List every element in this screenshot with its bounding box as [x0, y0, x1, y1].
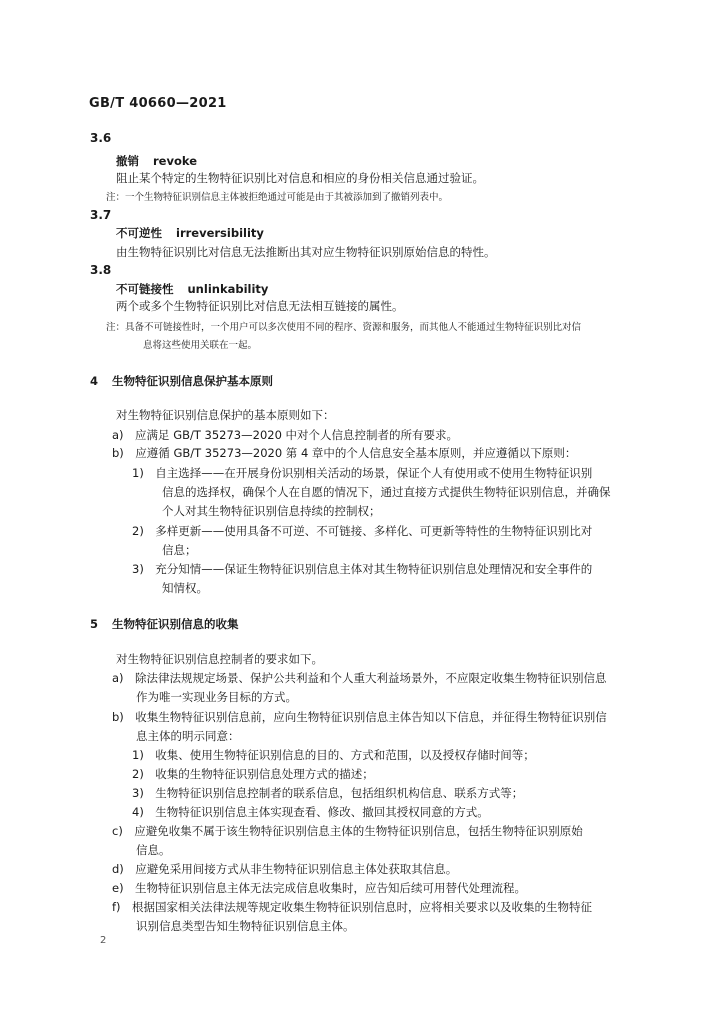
- term-en: irreversibility: [176, 226, 264, 240]
- list-item: a) 除法律法规规定场景、保护公共利益和个人重大利益场景外，不应限定收集生物特征识别信息: [112, 671, 607, 685]
- list-item-continuation: 作为唯一实现业务目标的方式。: [136, 690, 297, 704]
- term-title: [116, 153, 197, 169]
- list-item: 4) 生物特征识别信息主体实现查看、修改、撤回其授权同意的方式。: [132, 805, 489, 819]
- section-heading: [90, 373, 273, 389]
- term-note: 注：一个生物特征识别信息主体被拒绝通过可能是由于其被添加到了撤销列表中。: [106, 192, 449, 203]
- section-heading: [90, 616, 239, 632]
- list-item: a) 应满足 GB/T 35273—2020 中对个人信息控制者的所有要求。: [112, 428, 459, 442]
- list-item-continuation: 信息的选择权，确保个人在自愿的情况下，通过直接方式提供生物特征识别信息，并确保: [162, 485, 611, 499]
- list-item: f) 根据国家相关法律法规等规定收集生物特征识别信息时，应将相关要求以及收集的生物特征: [112, 900, 593, 914]
- list-item-continuation: 信息；: [162, 543, 197, 557]
- list-item: e) 生物特征识别信息主体无法完成信息收集时，应告知后续可用替代处理流程。: [112, 881, 527, 895]
- term-number: 3.8: [90, 263, 112, 277]
- list-item: 1) 收集、使用生物特征识别信息的目的、方式和范围，以及授权存储时间等；: [132, 748, 535, 762]
- term-number: 3.7: [90, 208, 112, 222]
- term-note: 注：具备不可链接性时，一个用户可以多次使用不同的程序、资源和服务，而其他人不能通过生物特征识别比对信: [106, 322, 582, 333]
- term-zh: 不可逆性: [116, 226, 162, 240]
- list-item: 3) 生物特征识别信息控制者的联系信息，包括组织机构信息、联系方式等；: [132, 786, 524, 800]
- list-item: 2) 收集的生物特征识别信息处理方式的描述；: [132, 767, 374, 781]
- list-item: 2) 多样更新——使用具备不可逆、不可链接、多样化、可更新等特性的生物特征识别比对: [132, 524, 593, 538]
- section-number: 5: [90, 617, 99, 631]
- term-title: [116, 225, 264, 241]
- term-en: revoke: [153, 154, 198, 168]
- term-en: unlinkability: [187, 282, 269, 296]
- term-note: 息将这些使用关联在一起。: [143, 340, 258, 351]
- term-definition: 由生物特征识别比对信息无法推断出其对应生物特征识别原始信息的特性。: [116, 245, 496, 259]
- section-number: 4: [90, 374, 99, 388]
- list-item-continuation: 个人对其生物特征识别信息持续的控制权；: [162, 504, 381, 518]
- section-intro: 对生物特征识别信息保护的基本原则如下：: [116, 408, 335, 422]
- list-item: d) 应避免采用间接方式从非生物特征识别信息主体处获取其信息。: [112, 862, 458, 876]
- list-item-continuation: 信息。: [136, 843, 171, 857]
- list-item: 1) 自主选择——在开展身份识别相关活动的场景，保证个人有使用或不使用生物特征识别: [132, 466, 593, 480]
- page-number: 2: [100, 935, 107, 946]
- list-item-continuation: 识别信息类型告知生物特征识别信息主体。: [136, 919, 355, 933]
- section-title: 生物特征识别信息保护基本原则: [112, 374, 273, 388]
- term-zh: 不可链接性: [116, 282, 174, 296]
- list-item: b) 应遵循 GB/T 35273—2020 第 4 章中的个人信息安全基本原则，并应遵循以下原则：: [112, 446, 577, 460]
- term-zh: 撤销: [116, 154, 139, 168]
- term-definition: 阻止某个特定的生物特征识别比对信息和相应的身份相关信息通过验证。: [116, 171, 484, 185]
- term-definition: 两个或多个生物特征识别比对信息无法相互链接的属性。: [116, 299, 404, 313]
- list-item: b) 收集生物特征识别信息前，应向生物特征识别信息主体告知以下信息，并征得生物特征识别信: [112, 710, 607, 724]
- list-item-continuation: 知情权。: [162, 581, 208, 595]
- section-intro: 对生物特征识别信息控制者的要求如下。: [116, 652, 323, 666]
- standard-id-header: GB/T 40660—2021: [89, 96, 227, 111]
- term-title: [116, 281, 268, 297]
- list-item: 3) 充分知情——保证生物特征识别信息主体对其生物特征识别信息处理情况和安全事件的: [132, 562, 593, 576]
- section-title: 生物特征识别信息的收集: [112, 617, 239, 631]
- term-number: 3.6: [90, 131, 112, 145]
- list-item-continuation: 息主体的明示同意：: [136, 729, 240, 743]
- list-item: c) 应避免收集不属于该生物特征识别信息主体的生物特征识别信息，包括生物特征识别原始: [112, 824, 583, 838]
